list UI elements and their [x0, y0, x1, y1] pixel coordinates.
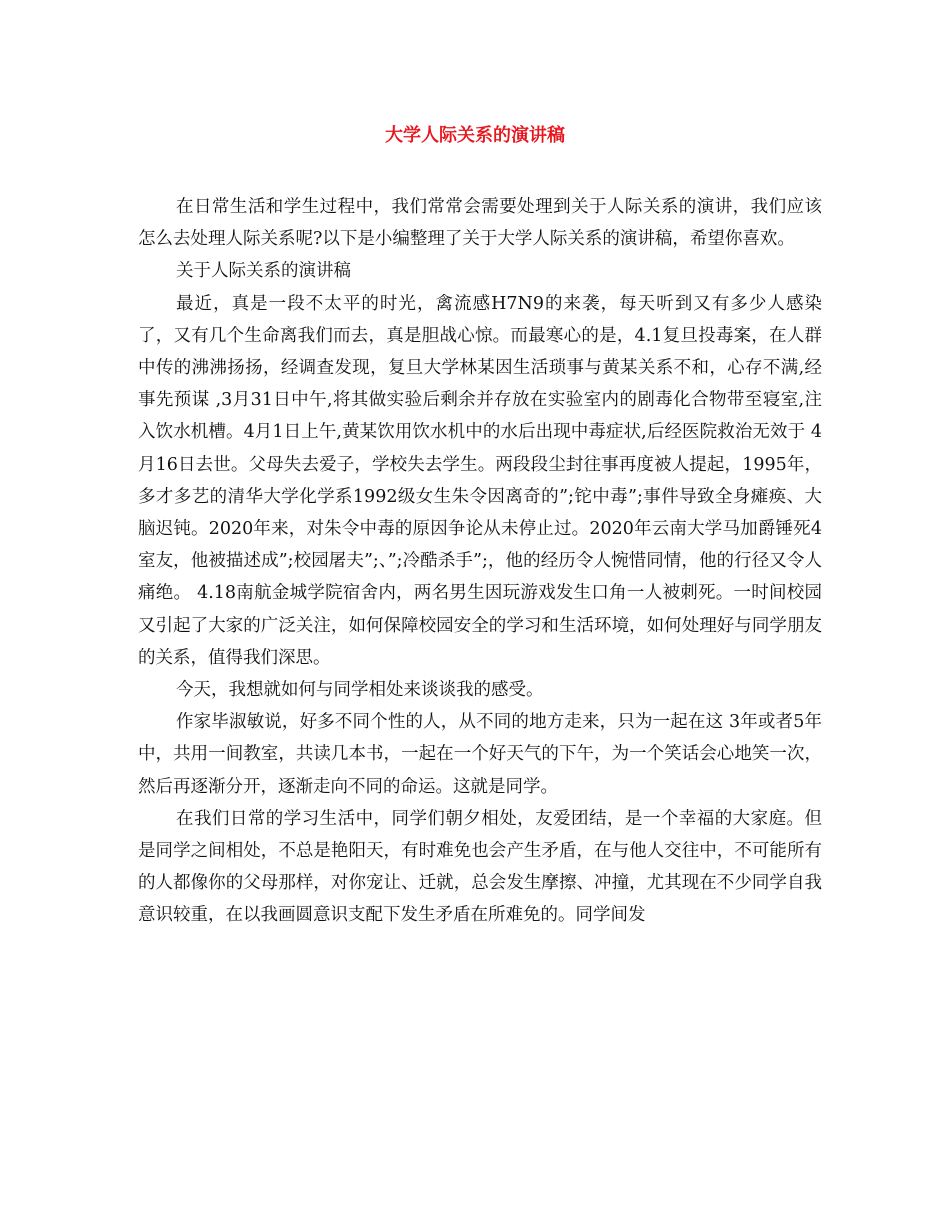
body-paragraph: 今天，我想就如何与同学相处来谈谈我的感受。 — [176, 680, 544, 701]
body-paragraph: 在我们日常的学习生活中，同学们朝夕相处，友爱团结，是一个幸福的大家庭。但是同学之间相处，不总是艳阳天，有时难免也会产生矛盾，在与他人交往中，不可能所有的人都像你的父母那样，对你宠让、迁就，总会发生摩擦、冲撞，尤其现在不少同学自我意识较重，在以我画圆意识支配下发生矛盾在所难免的。同学间发 — [138, 808, 822, 926]
document-title: 大学人际关系的演讲稿 — [385, 125, 565, 146]
document-body — [138, 191, 822, 932]
body-paragraph: 作家毕淑敏说，好多不同个性的人，从不同的地方走来，只为一起在这 3年或者5年中，共用一间教室，共读几本书，一起在一个好天气的下午，为一个笑话会心地笑一次，然后再逐渐分开，逐渐走向不同的命运。这就是同学。 — [138, 712, 823, 797]
intro-paragraph: 在日常生活和学生过程中，我们常常会需要处理到关于人际关系的演讲，我们应该怎么去处理人际关系呢?以下是小编整理了关于大学人际关系的演讲稿，希望你喜欢。 — [138, 197, 822, 250]
body-paragraph: 最近，真是一段不太平的时光，禽流感H7N9的来袭，每天听到又有多少人感染了，又有几个生命离我们而去，真是胆战心惊。而最寒心的是，4.1复旦投毒案，在人群中传的沸沸扬扬，经调查发现，复旦大学林某因生活琐事与黄某关系不和，心存不满,经事先预谋 ,3月31日中午,将其做实验后剩余并存放在实验室内的剧毒化合物带至寝室,注入饮水机槽。4月1日上午,黄某饮用饮水机中的水后出现中毒症状,后经医院救治无效于 4月16日去世。父母失去爱子，学校失去学生。两段段尘封往事再度被人提起，1995年，多才多艺的清华大学化学系1992级女生朱令因离奇的”;铊中毒”;事件导致全身瘫痪、大脑迟钝。2020年来，对朱令中毒的原因争论从未停止过。2020年云南大学马加爵锤死4室友，他被描述成”;校园屠夫”;、”;冷酷杀手”;，他的经历令人惋惜同情，他的行径又令人痛绝。 4.18南航金城学院宿舍内，两名男生因玩游戏发生口角一人被刺死。一时间校园又引起了大家的广泛关注，如何保障校园安全的学习和生活环境，如何处理好与同学朋友的关系，值得我们深思。 — [138, 293, 822, 668]
section-heading: 关于人际关系的演讲稿 — [176, 261, 351, 282]
